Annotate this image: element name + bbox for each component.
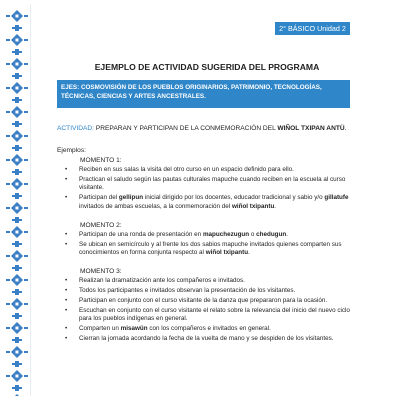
- text-segment: Todos los participantes e invitados observan la presentación de los visitantes.: [79, 286, 296, 294]
- list-item: [57, 297, 357, 306]
- text-segment: Cierran la jornada acordando la fecha de la vuelta de mano y se despiden de los visitantes.: [79, 335, 334, 343]
- activity-line: [57, 125, 357, 132]
- list-item: [57, 194, 357, 211]
- list-item: [57, 307, 357, 324]
- list-item: [57, 277, 357, 286]
- text-segment: Escuchan en conjunto con el curso visitante el relato sobre la relevancia del inicio del nuevo ciclo para los pueblos indígenas en general.: [79, 306, 350, 323]
- text-segment: Participan de una ronda de presentación en: [79, 231, 203, 238]
- moment-1-title: MOMENTO 1:: [80, 157, 122, 164]
- list-item: [57, 325, 357, 334]
- list-item: [57, 335, 357, 344]
- moment-1-list: [57, 166, 357, 213]
- list-item: [57, 166, 357, 175]
- list-item: [57, 176, 357, 193]
- bold-term: wiñol txipantu: [231, 202, 275, 210]
- text-segment: inicial dirigido por los docentes, educador tradicional y sabio y/o: [143, 194, 325, 202]
- bold-term: gillatufe: [324, 194, 349, 202]
- activity-label: ACTIVIDAD:: [57, 125, 95, 132]
- examples-label: Ejemplos:: [57, 147, 86, 154]
- text-segment: Practican el saludo según las pautas culturales mapuche cuando reciben en la escuela al curso visitante.: [79, 175, 346, 192]
- text-segment: Participan del: [79, 194, 119, 202]
- activity-end: .: [344, 125, 347, 132]
- activity-text: PREPARAN Y PARTICIPAN DE LA CONMEMORACIÓN DEL: [94, 125, 278, 132]
- list-item: [57, 287, 357, 296]
- text-segment: Participan en conjunto con el curso visitante de la danza que prepararon para la ocasión.: [79, 296, 328, 304]
- text-segment: .: [248, 249, 250, 257]
- text-segment: o: [249, 231, 257, 238]
- text-segment: Comparten un: [79, 325, 121, 333]
- text-segment: .: [286, 231, 288, 238]
- moment-3-title: MOMENTO 3:: [80, 268, 122, 275]
- mapuche-textile-pattern-icon: [4, 4, 31, 396]
- page-title: EJEMPLO DE ACTIVIDAD SUGERIDA DEL PROGRAMA: [94, 62, 320, 72]
- moment-2-title: MOMENTO 2:: [80, 222, 122, 229]
- bold-term: mapuchezugun: [202, 231, 250, 238]
- bold-term: misawün: [120, 325, 148, 333]
- list-item: [57, 231, 357, 240]
- bold-term: wiñol txipantu: [205, 249, 249, 257]
- moment-3-list: [57, 277, 357, 345]
- axes-box: EJES: COSMOVISIÓN DE LOS PUEBLOS ORIGINARIOS, PATRIMONIO, TECNOLOGÍAS, TÉCNICAS, CIENCIAS Y ARTES ANCESTRALES.: [57, 80, 350, 108]
- bold-term: gellipun: [118, 194, 144, 202]
- text-segment: invitados de ambas escuelas, a la conmemoración del: [79, 202, 232, 210]
- grade-badge: 2° BÁSICO Unidad 2: [275, 22, 350, 35]
- text-segment: Realizan la dramatización ante los compañeros e invitados.: [79, 277, 245, 284]
- activity-bold: WIÑOL TXIPAN ANTÜ: [277, 125, 345, 132]
- list-item: [57, 241, 357, 258]
- bold-term: chedugun: [256, 231, 287, 238]
- text-segment: Se ubican en semicírculo y al frente los dos sabios mapuche invitados quienes comparten sus conocimientos en forma conjunta respecto al: [79, 240, 342, 257]
- text-segment: .: [274, 202, 277, 210]
- moment-2-list: [57, 231, 357, 259]
- text-segment: Reciben en sus salas la visita del otro curso en un espacio definido para ello.: [79, 166, 294, 173]
- text-segment: con los compañeros e invitados en general.: [147, 325, 271, 333]
